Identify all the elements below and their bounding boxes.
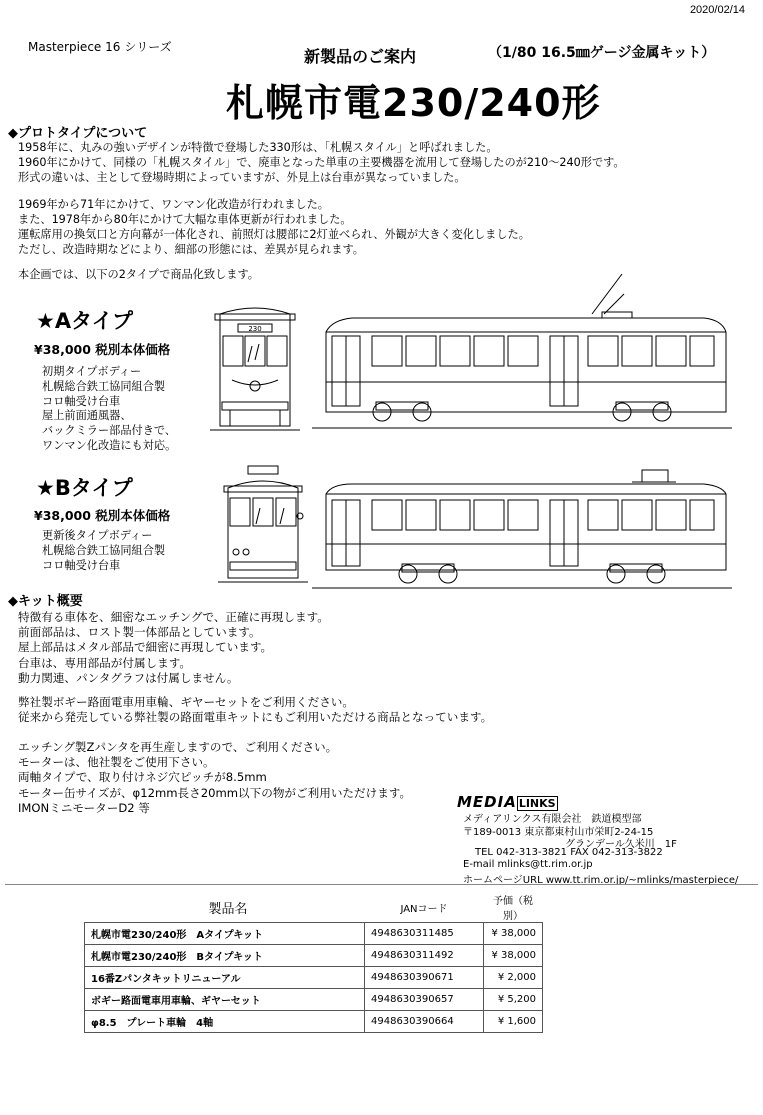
header-price: 予価（税別） <box>493 896 533 922</box>
table-row <box>85 1011 543 1033</box>
type-a-heading: ★Aタイプ <box>36 309 134 333</box>
product-price: ¥ 2,000 <box>484 967 543 989</box>
kit-paragraph-2: 弊社製ボギー路面電車用車輪、ギヤーセットをご利用ください。 従来から発売している弊社製の路面電車キットにもご利用いただける商品となっています。 <box>18 695 493 725</box>
company-logo <box>457 793 558 811</box>
type-a-price: ¥38,000 税別本体価格 <box>34 342 171 357</box>
type-a-features: 初期タイプボディー 札幌総合鉄工協同組合製 コロ軸受け台車 屋上前面通風器、 バックミラー部品付きで、 ワンマン化改造にも対応。 <box>42 365 177 452</box>
logo-text-media: MEDIA <box>457 793 517 811</box>
type-a-front-drawing <box>210 298 300 438</box>
company-tel-fax: TEL 042-313-3821 FAX 042-313-3822 <box>475 847 663 858</box>
product-jan: 4948630311485 <box>365 923 484 945</box>
type-b-front-drawing <box>218 464 308 588</box>
document-date: 2020/02/14 <box>689 4 745 16</box>
product-name: 札幌市電230/240形 Bタイプキット <box>85 945 365 967</box>
type-b-price: ¥38,000 税別本体価格 <box>34 508 171 523</box>
company-email[interactable]: E-mail mlinks@tt.rim.or.jp <box>463 859 593 870</box>
kit-paragraph-1: 特徴有る車体を、細密なエッチングで、正確に再現します。 前面部品は、ロスト製一体部品としています。 屋上部品はメタル部品で細密に再現しています。 台車は、専用部品が付属します。 動力関連、パンタグラフは付属しません。 <box>18 610 329 685</box>
header-jan-code: JANコード <box>400 903 448 915</box>
prototype-paragraph-2: 1969年から71年にかけて、ワンマン化改造が行われました。 また、1978年から80年にかけて大幅な車体更新が行われました。 運転席用の換気口と方向幕が一体化され、前照灯は腰部に2灯並べられ、外観が大きく変化しました。 ただし、改造時期などにより、細部の形態には、差異が見られます。 <box>18 198 530 256</box>
table-row <box>85 989 543 1011</box>
section-divider <box>5 884 758 885</box>
company-address-2: グランデール久米川 1F <box>565 839 677 850</box>
company-name: メディアリンクス有限会社 鉄道模型部 <box>463 814 642 825</box>
product-table <box>84 892 543 1033</box>
company-website[interactable]: ホームページURL www.tt.rim.or.jp/~mlinks/masterpiece/ <box>463 875 739 886</box>
type-a-front-sign: 230 <box>248 325 262 333</box>
product-table-header <box>85 892 543 923</box>
product-jan: 4948630390671 <box>365 967 484 989</box>
type-b-features: 更新後タイプボディー 札幌総合鉄工協同組合製 コロ軸受け台車 <box>42 529 166 572</box>
product-price: ¥ 38,000 <box>484 945 543 967</box>
product-name: ボギー路面電車用車輪、ギヤーセット <box>85 989 365 1011</box>
type-b-side-drawing <box>312 464 732 596</box>
page-title: 札幌市電230/240形 <box>226 81 601 125</box>
product-price: ¥ 1,600 <box>484 1011 543 1033</box>
product-price: ¥ 5,200 <box>484 989 543 1011</box>
kit-paragraph-3: エッチング製Zパンタを再生産しますので、ご利用ください。 モーターは、他社製をご使用下さい。 両軸タイプで、取り付けネジ穴ピッチが8.5mm モーター缶サイズが、φ12mm長さ20mm以下の物がご利用いただけます。 IMONミニモーターD2 等 <box>18 740 412 815</box>
prototype-paragraph-1: 1958年に、丸みの強いデザインが特徴で登場した330形は、「札幌スタイル」と呼ばれました。 1960年にかけて、同様の「札幌スタイル」で、廃車となった単車の主要機器を流用して登場したのが210〜240形です。 形式の違いは、主として登場時期によっていますが、外見上は台車が異なっていました。 <box>18 141 625 184</box>
product-price: ¥ 38,000 <box>484 923 543 945</box>
product-jan: 4948630390664 <box>365 1011 484 1033</box>
prototype-heading: ◆プロトタイプについて <box>8 126 148 141</box>
product-name: φ8.5 プレート車輪 4軸 <box>85 1011 365 1033</box>
product-jan: 4948630390657 <box>365 989 484 1011</box>
logo-text-links: LINKS <box>518 797 556 810</box>
scale-info: （1/80 16.5㎜ゲージ金属キット） <box>488 45 716 61</box>
product-name: 16番Zパンタキットリニューアル <box>85 967 365 989</box>
type-a-side-drawing <box>312 272 732 440</box>
announcement-heading: 新製品のご案内 <box>304 47 417 66</box>
series-name: Masterpiece 16 シリーズ <box>28 40 172 54</box>
company-address-1: 〒189-0013 東京都東村山市栄町2-24-15 <box>463 827 654 838</box>
kit-heading: ◆キット概要 <box>8 594 83 609</box>
product-jan: 4948630311492 <box>365 945 484 967</box>
table-row <box>85 967 543 989</box>
type-b-heading: ★Bタイプ <box>36 476 133 500</box>
header-product-name: 製品名 <box>208 901 248 917</box>
table-row <box>85 945 543 967</box>
prototype-paragraph-3: 本企画では、以下の2タイプで商品化致します。 <box>18 268 259 281</box>
table-row <box>85 923 543 945</box>
product-name: 札幌市電230/240形 Aタイプキット <box>85 923 365 945</box>
